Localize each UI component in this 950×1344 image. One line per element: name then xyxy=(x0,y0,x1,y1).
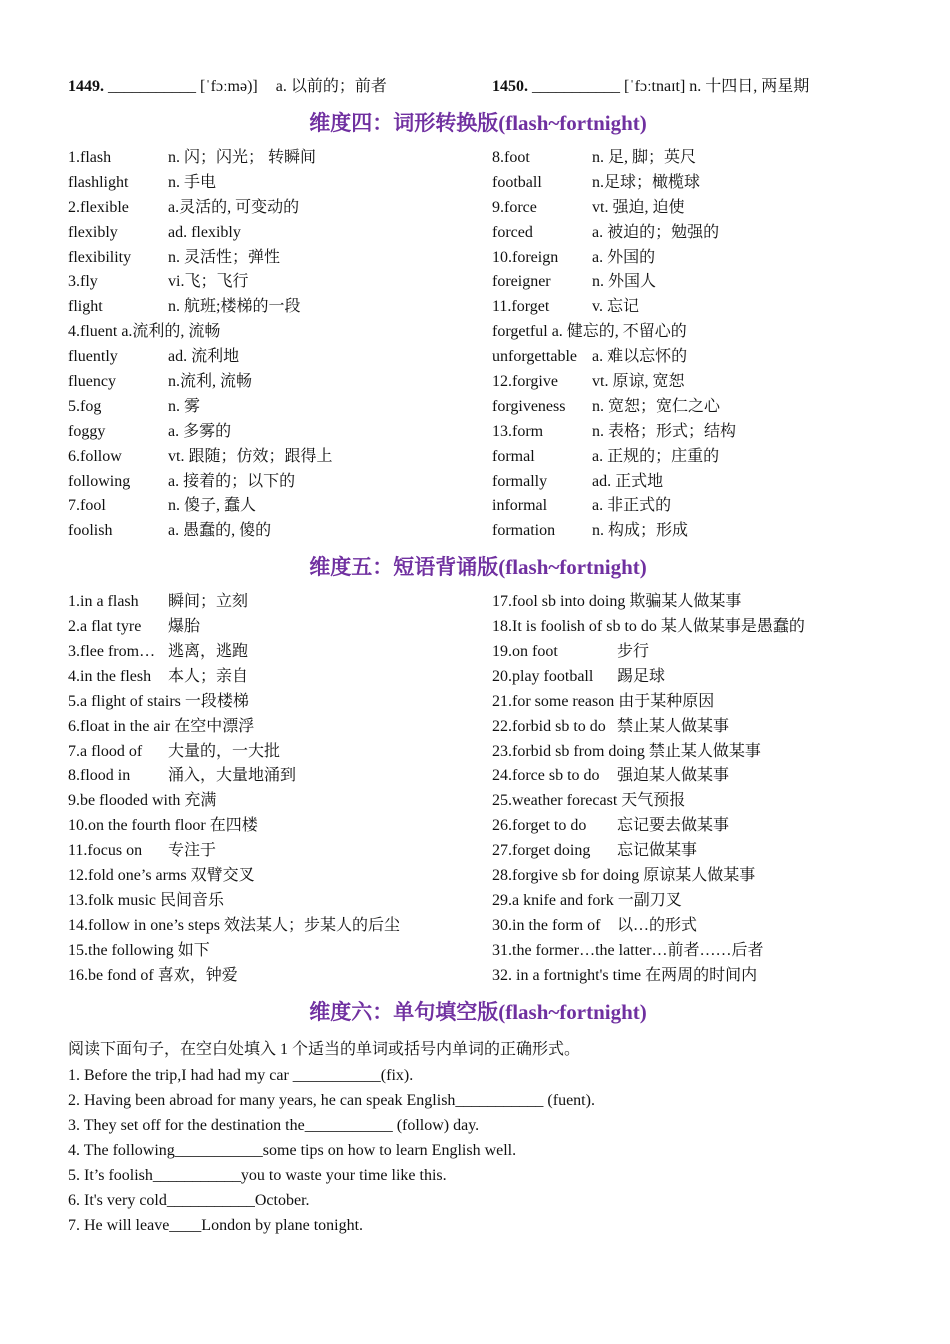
list-item xyxy=(68,445,492,470)
list-item xyxy=(68,615,492,640)
item-definition: n. 手电 xyxy=(168,173,217,191)
item-term: 20.play football xyxy=(492,667,594,685)
item-term: following xyxy=(68,472,131,490)
exercise-sentence: 1. Before the trip,I had had my car ___________(fix). xyxy=(68,1066,414,1084)
list-item xyxy=(68,246,492,271)
item-term: 2.a flat tyre xyxy=(68,618,142,636)
item-term: 8.foot xyxy=(492,149,530,166)
item-term: fluency xyxy=(68,373,116,391)
item-term: 30.in the form of xyxy=(492,916,601,934)
exercise-sentence: 5. It’s foolish___________you to waste your time like this. xyxy=(68,1166,447,1184)
section5-right-column xyxy=(492,590,888,988)
item-definition: vt. 强迫, 迫使 xyxy=(592,198,685,216)
list-item xyxy=(492,146,888,171)
item-term: informal xyxy=(492,497,548,515)
word-meaning: n. 十四日, 两星期 xyxy=(689,78,810,95)
item-definition: vt. 跟随；仿效；跟得上 xyxy=(168,447,333,465)
section6-sentences xyxy=(68,1063,888,1238)
list-item xyxy=(492,370,888,395)
word-phonetic: [ˈfɔːmə)] xyxy=(200,78,258,95)
item-term: flight xyxy=(68,298,103,316)
list-item: 9.be flooded with 充满 xyxy=(68,792,217,810)
exercise-sentence: 2. Having been abroad for many years, he can speak English___________ (fuent). xyxy=(68,1091,595,1109)
list-item xyxy=(68,470,492,495)
item-term: 24.force sb to do xyxy=(492,767,600,785)
item-term: 4.in the flesh xyxy=(68,667,152,685)
list-item xyxy=(68,494,492,519)
list-item xyxy=(492,519,888,544)
item-term: 13.form xyxy=(492,422,544,440)
section6-instruction: 阅读下面句子，在空白处填入 1 个适当的单词或括号内单词的正确形式。 xyxy=(68,1040,581,1058)
list-item: 21.for some reason 由于某种原因 xyxy=(492,692,715,710)
item-definition: 逃离，逃跑 xyxy=(168,643,249,661)
list-item xyxy=(492,295,888,320)
item-definition: vi.飞；飞行 xyxy=(168,273,249,291)
list-item: 29.a knife and fork 一副刀叉 xyxy=(492,891,682,909)
section4-right-column xyxy=(492,146,888,544)
item-definition: 忘记要去做某事 xyxy=(617,817,730,835)
list-item: 28.forgive sb for doing 原谅某人做某事 xyxy=(492,867,756,885)
list-item xyxy=(492,445,888,470)
item-term: 12.forgive xyxy=(492,373,558,391)
item-definition: 强迫某人做某事 xyxy=(617,767,730,785)
list-item xyxy=(68,370,492,395)
item-definition: 忘记做某事 xyxy=(617,842,698,860)
item-definition: ad. 流利地 xyxy=(168,348,240,366)
item-term: 26.forget to do xyxy=(492,817,587,835)
item-term: formation xyxy=(492,522,556,540)
item-term: fluently xyxy=(68,348,118,366)
item-term: 5.fog xyxy=(68,397,102,415)
word-1450 xyxy=(492,74,809,100)
list-item xyxy=(492,814,888,839)
list-item: 32. in a fortnight's time 在两周的时间内 xyxy=(492,966,758,984)
list-item xyxy=(68,270,492,295)
list-item: 14.follow in one’s steps 效法某人；步某人的后尘 xyxy=(68,916,400,934)
list-item xyxy=(492,715,888,740)
item-term: 7.fool xyxy=(68,497,106,515)
list-item: 25.weather forecast 天气预报 xyxy=(492,792,686,810)
item-term: formal xyxy=(492,447,535,465)
item-definition: a. 正规的；庄重的 xyxy=(592,447,720,465)
exercise-sentence: 6. It's very cold___________October. xyxy=(68,1191,310,1209)
item-definition: n. 表格；形式；结构 xyxy=(592,422,737,440)
item-definition: a.灵活的, 可变动的 xyxy=(168,198,300,216)
item-definition: n.流利, 流畅 xyxy=(168,373,253,391)
item-term: 10.foreign xyxy=(492,248,559,266)
exercise-sentence: 7. He will leave____London by plane tonight. xyxy=(68,1216,364,1234)
list-item xyxy=(68,395,492,420)
item-term: football xyxy=(492,173,542,191)
item-term: 9.force xyxy=(492,198,537,216)
list-item: 17.fool sb into doing 欺骗某人做某事 xyxy=(492,593,742,611)
item-term: 2.flexible xyxy=(68,198,129,216)
word-blank: ___________ xyxy=(532,78,620,95)
list-item: 13.folk music 民间音乐 xyxy=(68,891,224,909)
item-definition: n. 闪；闪光； 转瞬间 xyxy=(168,149,317,166)
list-item xyxy=(68,146,492,171)
list-item xyxy=(492,171,888,196)
list-item xyxy=(492,196,888,221)
item-definition: 专注于 xyxy=(168,842,217,860)
item-definition: a. 非正式的 xyxy=(592,497,672,515)
item-definition: n. 足, 脚；英尺 xyxy=(592,149,697,166)
item-term: 11.focus on xyxy=(68,842,143,860)
item-term: 8.flood in xyxy=(68,767,131,785)
word-meaning: a. 以前的；前者 xyxy=(275,78,387,95)
section4-left-column xyxy=(68,146,492,544)
list-item xyxy=(492,221,888,246)
item-term: unforgettable xyxy=(492,348,578,366)
list-item xyxy=(492,665,888,690)
item-definition: a. 外国的 xyxy=(592,248,656,266)
list-item: 31.the former…the latter…前者……后者 xyxy=(492,941,764,959)
item-term: 1.flash xyxy=(68,149,112,166)
item-definition: 瞬间；立刻 xyxy=(168,593,249,611)
item-definition: n. 外国人 xyxy=(592,273,657,291)
list-item: 23.forbid sb from doing 禁止某人做某事 xyxy=(492,742,761,760)
item-definition: 禁止某人做某事 xyxy=(617,717,730,735)
list-item xyxy=(492,764,888,789)
section4-title: 维度四：词形转换版(flash~fortnight) xyxy=(309,111,647,135)
item-definition: 踢足球 xyxy=(617,667,666,685)
list-item: 12.fold one’s arms 双臂交叉 xyxy=(68,867,255,885)
item-definition: a. 多雾的 xyxy=(168,422,232,440)
item-term: 1.in a flash xyxy=(68,593,139,611)
item-term: 6.follow xyxy=(68,447,122,465)
list-item xyxy=(492,470,888,495)
list-item xyxy=(492,345,888,370)
word-1449 xyxy=(68,74,387,100)
list-item xyxy=(68,196,492,221)
item-term: foggy xyxy=(68,422,106,440)
item-term: foolish xyxy=(68,522,113,540)
item-definition: 涌入，大量地涌到 xyxy=(168,767,297,785)
section5-left-column xyxy=(68,590,492,988)
list-item xyxy=(68,740,492,765)
list-item: 5.a flight of stairs 一段楼梯 xyxy=(68,692,249,710)
list-item xyxy=(68,640,492,665)
list-item xyxy=(68,590,492,615)
item-definition: 本人；亲自 xyxy=(168,667,249,685)
list-item: 4.fluent a.流利的, 流畅 xyxy=(68,323,221,341)
word-number: 1450. xyxy=(492,78,528,95)
item-definition: n. 航班;楼梯的一段 xyxy=(168,298,301,316)
list-item xyxy=(492,640,888,665)
item-definition: a. 愚蠢的, 傻的 xyxy=(168,522,272,540)
list-item xyxy=(492,494,888,519)
item-term: 11.forget xyxy=(492,298,550,316)
list-item xyxy=(68,221,492,246)
list-item: 15.the following 如下 xyxy=(68,941,210,959)
list-item xyxy=(492,420,888,445)
item-definition: n. 雾 xyxy=(168,397,201,415)
item-definition: n. 构成；形成 xyxy=(592,522,689,540)
list-item xyxy=(492,395,888,420)
list-item xyxy=(68,420,492,445)
item-term: 3.fly xyxy=(68,273,98,291)
item-definition: n. 灵活性；弹性 xyxy=(168,248,281,266)
item-definition: n. 傻子, 蠢人 xyxy=(168,497,257,515)
section4-word-forms xyxy=(68,146,888,544)
item-term: flexibility xyxy=(68,248,132,266)
item-definition: ad. flexibly xyxy=(168,223,241,241)
item-term: forced xyxy=(492,223,533,241)
word-blank: ___________ xyxy=(108,78,196,95)
item-term: 7.a flood of xyxy=(68,742,143,760)
list-item xyxy=(68,171,492,196)
item-term: forgiveness xyxy=(492,397,566,415)
list-item: 16.be fond of 喜欢，钟爱 xyxy=(68,966,238,984)
list-item: 18.It is foolish of sb to do 某人做某事是愚蠢的 xyxy=(492,618,805,636)
item-term: flashlight xyxy=(68,173,129,191)
list-item xyxy=(68,839,492,864)
item-definition: n.足球；橄榄球 xyxy=(592,173,701,191)
item-definition: 以…的形式 xyxy=(617,916,698,934)
list-item: forgetful a. 健忘的, 不留心的 xyxy=(492,323,687,341)
document-page xyxy=(68,74,888,1238)
list-item: 10.on the fourth floor 在四楼 xyxy=(68,817,258,835)
item-term: foreigner xyxy=(492,273,551,291)
item-definition: vt. 原谅, 宽恕 xyxy=(592,373,685,391)
list-item xyxy=(68,295,492,320)
item-term: 19.on foot xyxy=(492,643,558,661)
section5-title: 维度五：短语背诵版(flash~fortnight) xyxy=(309,555,647,580)
list-item: 6.float in the air 在空中漂浮 xyxy=(68,717,255,735)
list-item xyxy=(492,914,888,939)
item-term: 22.forbid sb to do xyxy=(492,717,606,735)
word-header-line xyxy=(68,74,888,100)
exercise-sentence: 4. The following___________some tips on how to learn English well. xyxy=(68,1141,517,1159)
word-phonetic: [ˈfɔːtnaɪt] xyxy=(624,78,686,95)
item-definition: a. 接着的；以下的 xyxy=(168,472,296,490)
item-definition: 爆胎 xyxy=(168,618,201,636)
item-term: flexibly xyxy=(68,223,118,241)
list-item xyxy=(492,246,888,271)
section5-phrases xyxy=(68,590,888,988)
list-item xyxy=(68,519,492,544)
item-definition: 大量的，一大批 xyxy=(168,742,281,760)
item-definition: a. 难以忘怀的 xyxy=(592,348,688,366)
item-definition: a. 被迫的；勉强的 xyxy=(592,223,720,241)
list-item xyxy=(492,270,888,295)
list-item xyxy=(68,764,492,789)
item-term: 27.forget doing xyxy=(492,842,591,860)
item-definition: 步行 xyxy=(617,643,650,661)
item-definition: v. 忘记 xyxy=(592,298,639,316)
list-item xyxy=(68,345,492,370)
item-term: formally xyxy=(492,472,548,490)
item-term: 3.flee from… xyxy=(68,643,156,661)
exercise-sentence: 3. They set off for the destination the___________ (follow) day. xyxy=(68,1116,480,1134)
item-definition: n. 宽恕；宽仁之心 xyxy=(592,397,721,415)
list-item xyxy=(492,839,888,864)
item-definition: ad. 正式地 xyxy=(592,472,664,490)
word-number: 1449. xyxy=(68,78,104,95)
list-item xyxy=(68,665,492,690)
section6-title: 维度六：单句填空版(flash~fortnight) xyxy=(309,999,647,1024)
